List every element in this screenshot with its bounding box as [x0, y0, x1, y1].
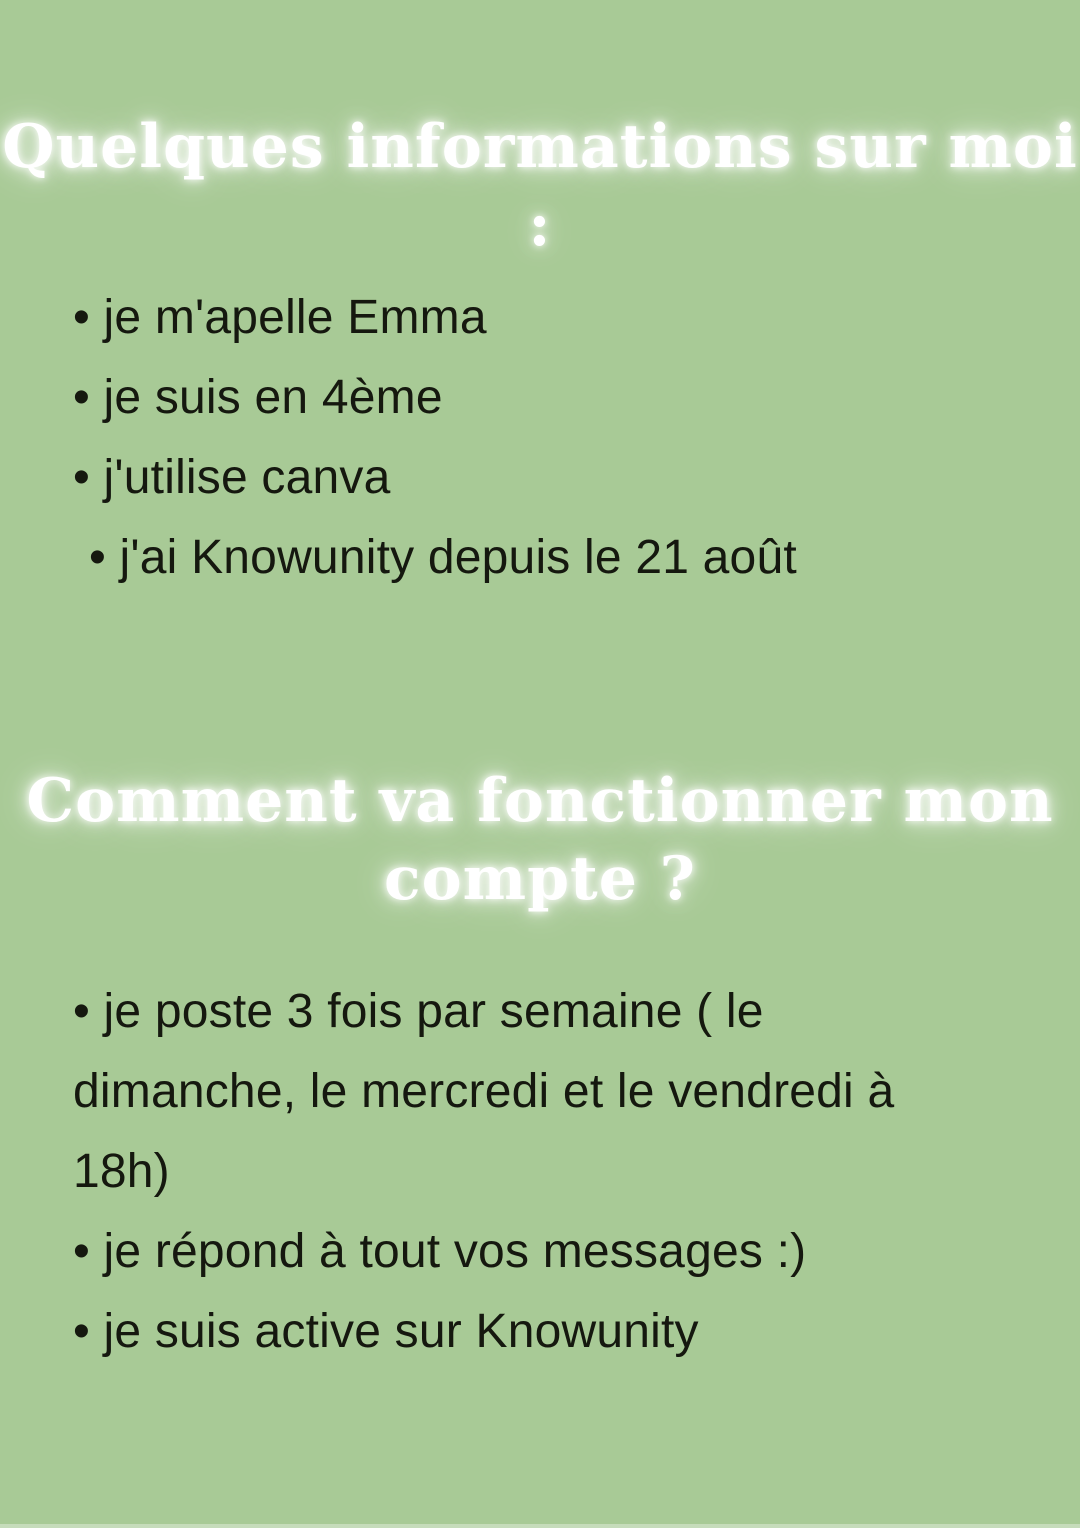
account-bullet-posting-schedule-line2: dimanche, le mercredi et le vendredi à [73, 1065, 895, 1118]
about-bullet-name: • je m'apelle Emma [73, 291, 487, 344]
about-bullet-knowunity-since: • j'ai Knowunity depuis le 21 août [89, 531, 797, 584]
bottom-edge-highlight [0, 1524, 1080, 1528]
account-bullet-active: • je suis active sur Knowunity [73, 1305, 699, 1358]
about-section-heading: Quelques informations sur moi : [2, 112, 1078, 260]
account-bullet-posting-schedule-line1: • je poste 3 fois par semaine ( le [73, 985, 764, 1038]
account-bullet-replies: • je répond à tout vos messages :) [73, 1225, 807, 1278]
account-heading-line1: Comment va fonctionner mon [26, 766, 1054, 836]
account-section-heading [0, 762, 1080, 918]
about-bullet-grade: • je suis en 4ème [73, 371, 443, 424]
account-heading-line2: compte ? [384, 844, 696, 914]
about-bullet-list [0, 278, 1080, 598]
account-bullet-posting-schedule-line3: 18h) [73, 1145, 170, 1198]
account-bullet-list [0, 972, 1080, 1372]
about-bullet-canva: • j'utilise canva [73, 451, 391, 504]
